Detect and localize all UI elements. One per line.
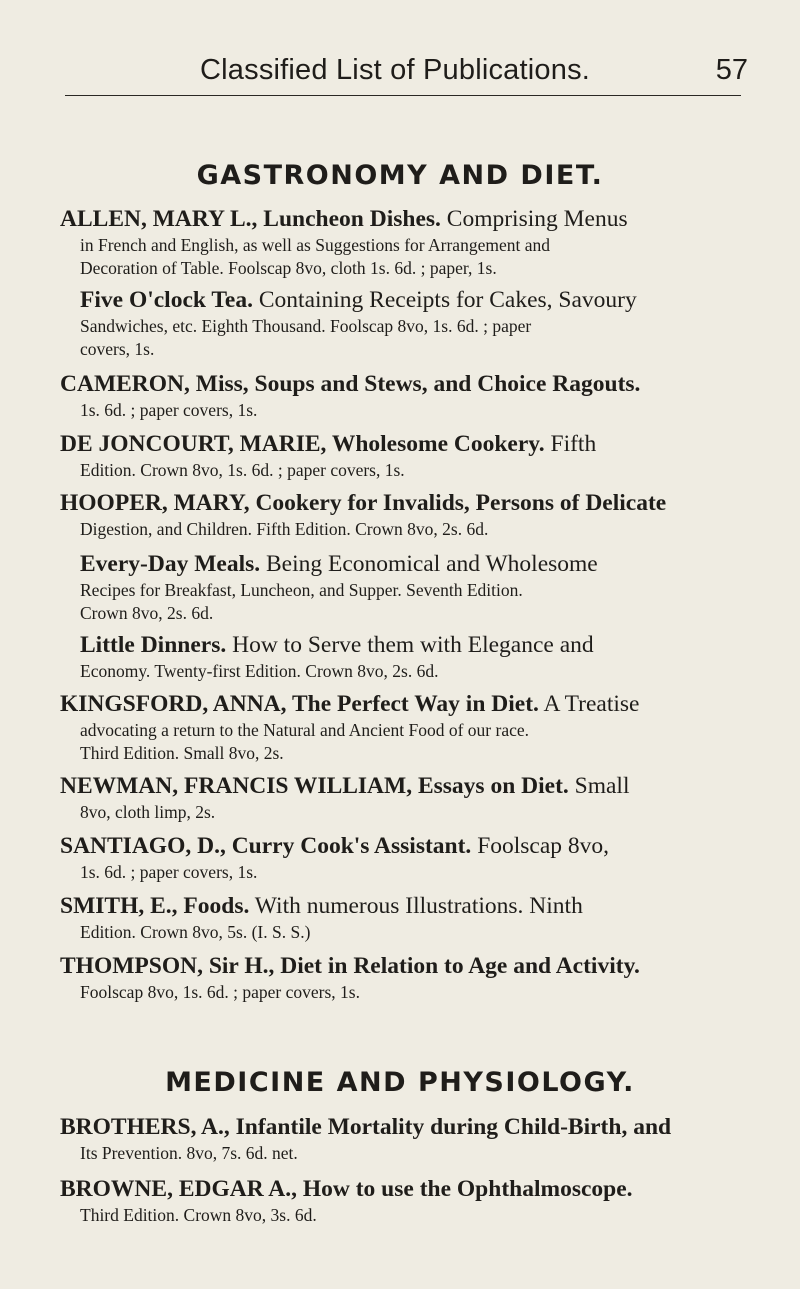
catalog-entry <box>60 550 755 625</box>
entry-title-rest: With numerous Illustrations. Ninth <box>249 893 583 919</box>
entry-title-rest: Foolscap 8vo, <box>471 833 610 859</box>
entry-title-rest: Small <box>568 773 630 799</box>
entry-author-title: Five O'clock Tea. <box>80 287 253 313</box>
page-number: 57 <box>715 54 748 86</box>
entry-detail-line: covers, 1s. <box>80 339 155 359</box>
running-header <box>60 50 750 94</box>
entry-title-rest: Comprising Menus <box>440 206 628 232</box>
entry-detail-line: Edition. Crown 8vo, 5s. (I. S. S.) <box>80 922 311 942</box>
catalog-entry <box>60 489 755 541</box>
entry-detail-line: 8vo, cloth limp, 2s. <box>80 802 216 822</box>
entry-author-title: CAMERON, Miss, Soups and Stews, and Choice Ragouts. <box>60 371 641 397</box>
entry-author-title: HOOPER, MARY, Cookery for Invalids, Persons of Delicate <box>60 490 667 516</box>
entry-title-rest: Containing Receipts for Cakes, Savoury <box>252 287 637 313</box>
entry-author-title: BROTHERS, A., Infantile Mortality during Child-Birth, and <box>60 1114 672 1140</box>
header-rule <box>65 95 741 96</box>
catalog-entry <box>60 430 755 482</box>
catalog-entry <box>60 832 755 884</box>
catalog-entry <box>60 205 755 280</box>
entry-author-title: ALLEN, MARY L., Luncheon Dishes. <box>60 206 441 232</box>
entry-author-title: Every-Day Meals. <box>80 551 261 577</box>
entry-detail-line: 1s. 6d. ; paper covers, 1s. <box>80 862 258 882</box>
entry-detail-line: Sandwiches, etc. Eighth Thousand. Foolscap 8vo, 1s. 6d. ; paper <box>80 316 532 336</box>
entry-author-title: NEWMAN, FRANCIS WILLIAM, Essays on Diet. <box>60 773 569 799</box>
catalog-entry <box>60 286 755 361</box>
entry-detail-line: Foolscap 8vo, 1s. 6d. ; paper covers, 1s. <box>80 982 360 1002</box>
section-heading-medicine: MEDICINE AND PHYSIOLOGY. <box>165 1067 635 1098</box>
entry-author-title: Little Dinners. <box>80 632 227 658</box>
catalog-entry <box>60 1113 755 1165</box>
catalog-entry <box>60 892 755 944</box>
catalog-entry <box>60 631 755 683</box>
entry-title-rest: How to Serve them with Elegance and <box>226 632 594 658</box>
entry-detail-line: Recipes for Breakfast, Luncheon, and Supper. Seventh Edition. <box>80 580 523 600</box>
catalog-entry <box>60 690 755 765</box>
catalog-entry <box>60 1175 755 1227</box>
entry-detail-line: Crown 8vo, 2s. 6d. <box>80 603 214 623</box>
catalog-entry <box>60 370 755 422</box>
running-title: Classified List of Publications. <box>200 54 591 86</box>
entry-title-rest: Fifth <box>544 431 597 457</box>
entry-detail-line: Third Edition. Small 8vo, 2s. <box>80 743 284 763</box>
entry-author-title: BROWNE, EDGAR A., How to use the Ophthalmoscope. <box>60 1176 633 1202</box>
catalog-entry <box>60 952 755 1004</box>
entry-author-title: SMITH, E., Foods. <box>60 893 250 919</box>
entry-title-rest: Being Economical and Wholesome <box>260 551 598 577</box>
entry-detail-line: in French and English, as well as Suggestions for Arrangement and <box>80 235 550 255</box>
entry-detail-line: Edition. Crown 8vo, 1s. 6d. ; paper covers, 1s. <box>80 460 405 480</box>
entry-detail-line: Economy. Twenty-first Edition. Crown 8vo, 2s. 6d. <box>80 661 439 681</box>
entry-author-title: DE JONCOURT, MARIE, Wholesome Cookery. <box>60 431 545 457</box>
catalog-entry <box>60 772 755 824</box>
entry-detail-line: Its Prevention. 8vo, 7s. 6d. net. <box>80 1143 298 1163</box>
entry-detail-line: Third Edition. Crown 8vo, 3s. 6d. <box>80 1205 317 1225</box>
entry-detail-line: Decoration of Table. Foolscap 8vo, cloth 1s. 6d. ; paper, 1s. <box>80 258 497 278</box>
entry-author-title: KINGSFORD, ANNA, The Perfect Way in Diet. <box>60 691 539 717</box>
entry-detail-line: 1s. 6d. ; paper covers, 1s. <box>80 400 258 420</box>
entry-author-title: THOMPSON, Sir H., Diet in Relation to Age and Activity. <box>60 953 640 979</box>
entry-detail-line: advocating a return to the Natural and Ancient Food of our race. <box>80 720 530 740</box>
entry-title-rest: A Treatise <box>538 691 640 717</box>
entry-author-title: SANTIAGO, D., Curry Cook's Assistant. <box>60 833 472 859</box>
section-heading-gastronomy: GASTRONOMY AND DIET. <box>196 160 604 191</box>
entry-detail-line: Digestion, and Children. Fifth Edition. Crown 8vo, 2s. 6d. <box>80 519 489 539</box>
